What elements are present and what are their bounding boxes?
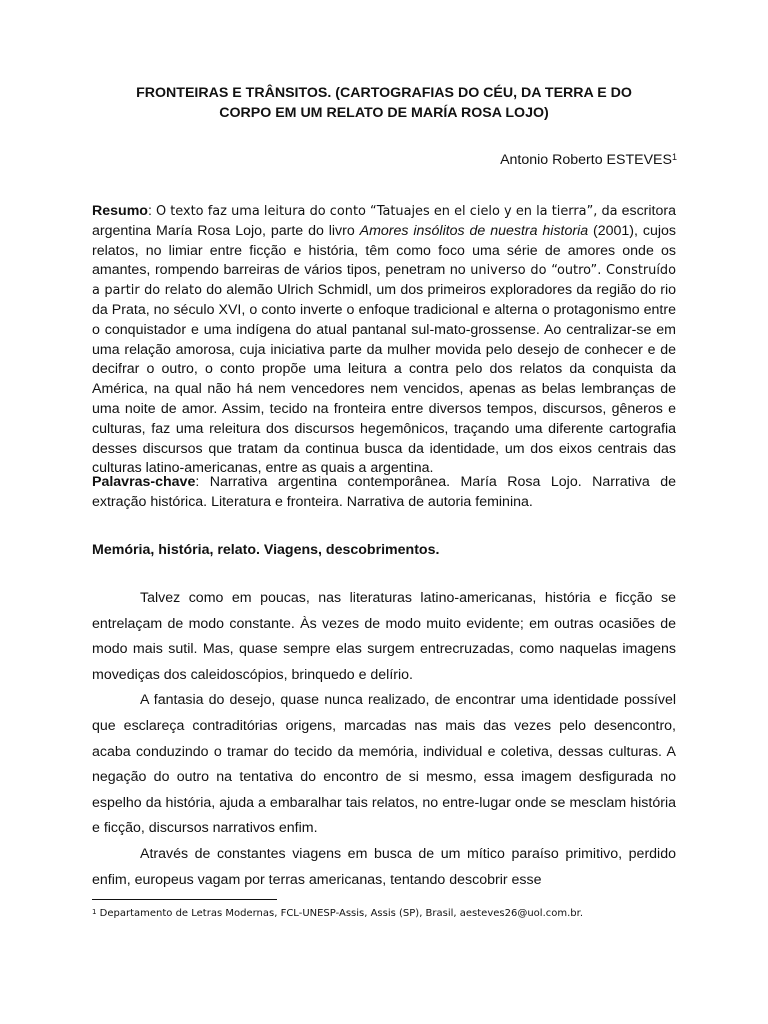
keywords-label: Palavras-chave xyxy=(92,474,196,490)
title-line-1: FRONTEIRAS E TRÂNSITOS. (CARTOGRAFIAS DO CÉU, DA TERRA E DO xyxy=(136,85,632,101)
abstract-text-part5: do alemão Ulrich Schmidl, um dos primeiros exploradores da região do rio da Prata, no século XVI, o conto inverte o enfoque tradicional e alterna o protagonismo entre o conquistador e uma indígena do atual pantanal sul-mato-grossense. Ao centralizar-se em uma relação amorosa, cuja iniciativa parte da mulher movida pelo desejo de conhecer e de decifrar o outro, o conto propõe uma leitura a contra pelo dos relatos da conquista da América, na qual não há nem vencedores nem vencidos, apenas as belas lembranças de uma noite de amor. Assim, tecido na fronteira entre diversos tempos, discursos, gêneros e culturas, faz uma releitura dos discursos hegemônicos, traçando uma diferente cartografia desses discursos que tratam da continua busca da identidade, um dos eixos centrais das culturas latino-americanas, entre as quais a argentina. xyxy=(92,282,677,477)
author-text: Antonio Roberto ESTEVES xyxy=(500,152,672,168)
footnote xyxy=(92,907,692,921)
keywords-text: : Narrativa argentina contemporânea. María Rosa Lojo. Narrativa de extração histórica. Literatura e fronteira. Narrativa de autoria feminina. xyxy=(92,474,676,510)
abstract-text-part1: O texto faz uma leitura do conto “Tatuajes en el cielo y en la tierra”, da xyxy=(155,204,618,219)
footnote-mark: 1 xyxy=(92,908,97,916)
abstract xyxy=(92,202,676,479)
abstract-text-part3: (2001), cujos relatos, no limiar entre ficção e história, têm como foco uma série de amores onde os amantes, rompendo barreiras de vários tipos, penetram no xyxy=(92,222,676,279)
body-text xyxy=(92,586,676,893)
abstract-book-title: Amores insólitos de nuestra historia xyxy=(359,222,589,239)
keywords xyxy=(92,473,676,513)
abstract-label: Resumo xyxy=(92,203,148,219)
title-line-2: CORPO EM UM RELATO DE MARÍA ROSA LOJO) xyxy=(219,105,549,121)
paragraph-3: Através de constantes viagens em busca de um mítico paraíso primitivo, perdido enfim, europeus vagam por terras americanas, tentando descobrir esse xyxy=(92,845,676,888)
paragraph-1: Talvez como em poucas, nas literaturas latino-americanas, história e ficção se entrelaçam de modo constante. Às vezes de modo muito evidente; em outras ocasiões de modo mais sutil. Mas, quase sempre elas surgem entrecruzadas, como naquelas imagens movediças dos caleidoscópios, brinquedo e delírio. xyxy=(92,590,676,683)
paragraph-2: A fantasia do desejo, quase nunca realizado, de encontrar uma identidade possível que esclareça contraditórias origens, marcadas nas mais das vezes pelo desencontro, acaba conduzindo o tramar do tecido da memória, individual e coletiva, dessas culturas. A negação do outro na tentativa do encontro de si mesmo, essa imagem desfigurada no espelho da história, ajuda a embaralhar tais relatos, no entre-lugar onde se mesclam história e ficção, discursos narrativos enfim. xyxy=(92,692,676,837)
author-footnote-mark: 1 xyxy=(671,152,677,162)
abstract-separator: : xyxy=(147,203,156,219)
section-heading: Memória, história, relato. Viagens, descobrimentos. xyxy=(92,542,440,558)
abstract-text-part4: universo do “outro”. Construído a partir do relato xyxy=(92,263,676,299)
abstract-text-part2: escritora argentina María Rosa Lojo, parte do livro xyxy=(92,203,677,239)
footnote-divider xyxy=(92,899,277,900)
author-name xyxy=(500,150,677,170)
paper-title xyxy=(92,83,676,123)
footnote-text: Departamento de Letras Modernas, FCL-UNESP-Assis, Assis (SP), Brasil, aesteves26@uol.com.br. xyxy=(96,908,584,919)
